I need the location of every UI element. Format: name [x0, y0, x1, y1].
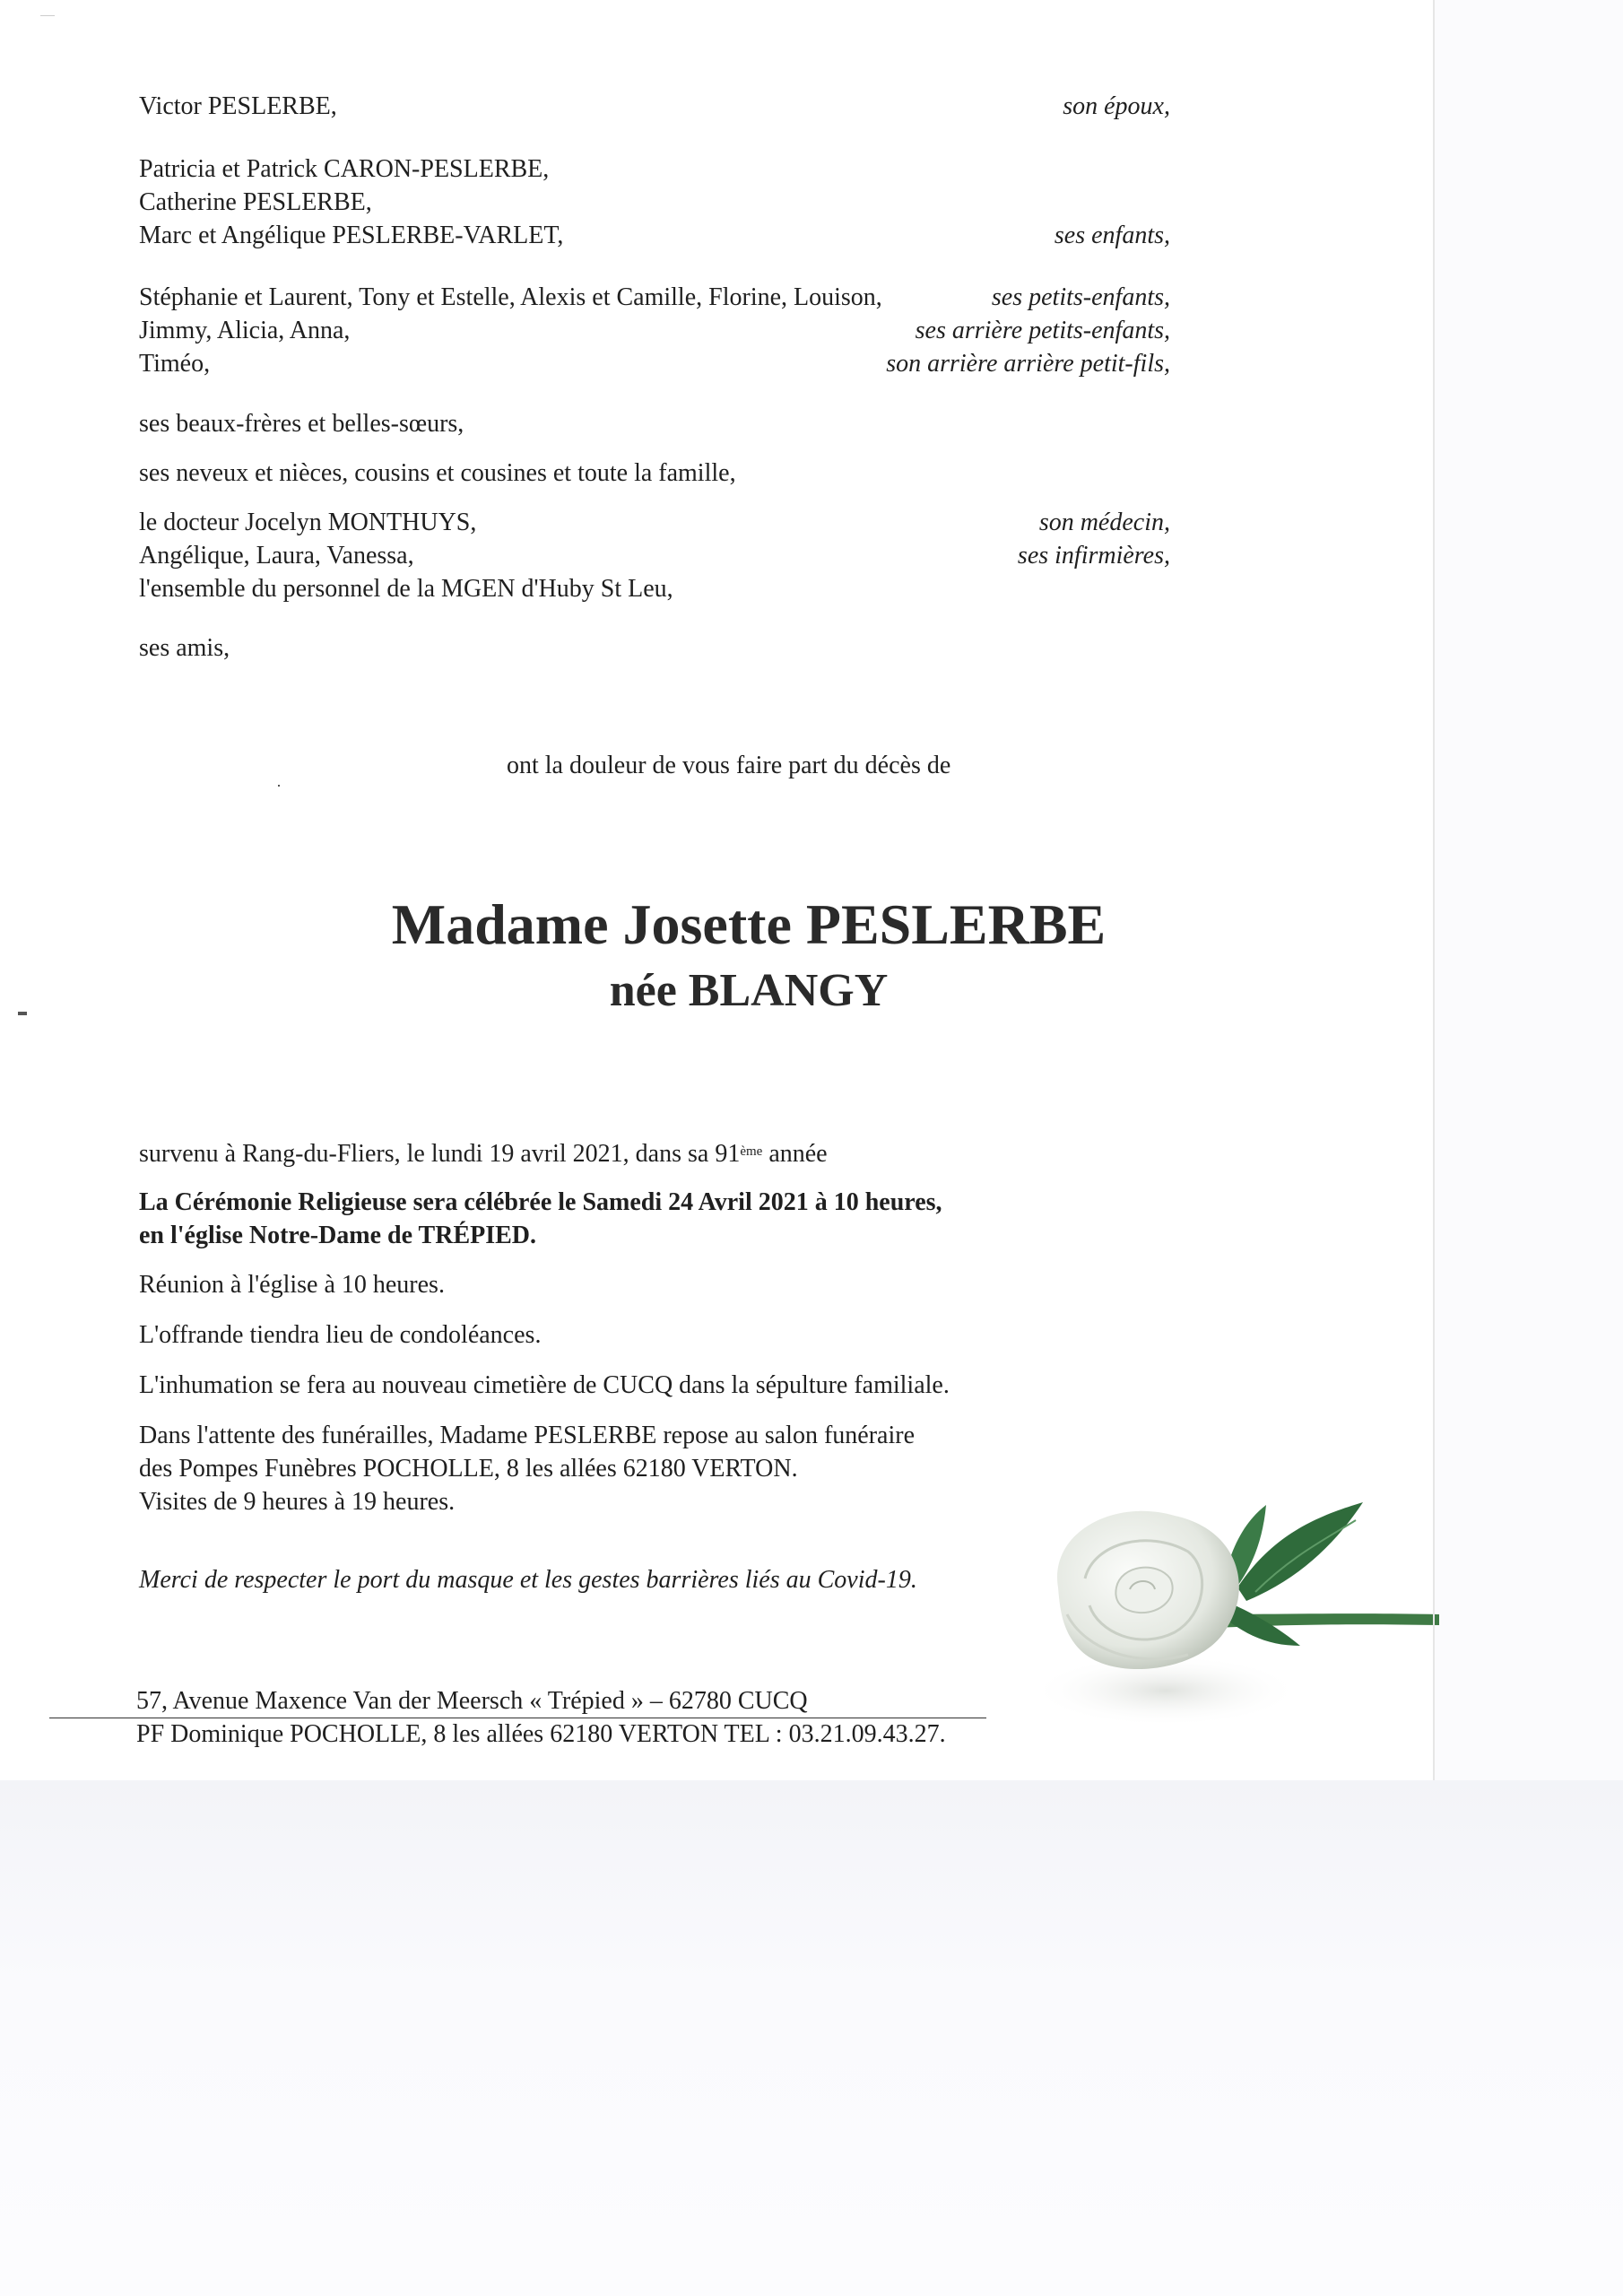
great-grandchildren-role: ses arrière petits-enfants,: [915, 317, 1170, 344]
grandchildren-role: ses petits-enfants,: [991, 283, 1170, 311]
child-name: Patricia et Patrick CARON-PESLERBE,: [139, 155, 550, 183]
white-rose-image: [1031, 1480, 1439, 1749]
scan-speck: [18, 1012, 27, 1015]
spouse-role: son époux,: [1063, 92, 1170, 120]
nurses-names: Angélique, Laura, Vanessa,: [139, 542, 414, 570]
children-role: ses enfants,: [1054, 222, 1170, 249]
rest-line: Dans l'attente des funérailles, Madame PESLERBE repose au salon funéraire: [139, 1422, 915, 1449]
covid-notice: Merci de respecter le port du masque et les gestes barrières liés au Covid-19.: [139, 1566, 917, 1594]
ceremony-location: en l'église Notre-Dame de TRÉPIED.: [139, 1222, 537, 1249]
ordinal-suffix: ème: [740, 1144, 763, 1159]
scan-speck: [278, 785, 280, 787]
nurses-role: ses infirmières,: [1017, 542, 1170, 570]
doctor-role: son médecin,: [1038, 509, 1170, 536]
doctor-name: le docteur Jocelyn MONTHUYS,: [139, 509, 477, 536]
in-laws-line: ses beaux-frères et belles-sœurs,: [139, 410, 464, 438]
scanner-background: [0, 1780, 1623, 2296]
ceremony-line: La Cérémonie Religieuse sera célébrée le Samedi 24 Avril 2021 à 10 heures,: [139, 1188, 942, 1216]
page-edge: [1433, 0, 1435, 1780]
child-name: Catherine PESLERBE,: [139, 188, 372, 216]
great-great-grandchild-role: son arrière arrière petit-fils,: [886, 350, 1170, 378]
meeting-line: Réunion à l'église à 10 heures.: [139, 1271, 445, 1299]
staff-line: l'ensemble du personnel de la MGEN d'Huby St Leu,: [139, 575, 673, 603]
deceased-name: Madame Josette PESLERBE: [391, 892, 1107, 956]
rest-address-line: des Pompes Funèbres POCHOLLE, 8 les allées 62180 VERTON.: [139, 1455, 798, 1483]
burial-line: L'inhumation se fera au nouveau cimetière de CUCQ dans la sépulture familiale.: [139, 1371, 950, 1399]
footer-funeral-home: PF Dominique POCHOLLE, 8 les allées 62180 VERTON TEL : 03.21.09.43.27.: [136, 1720, 946, 1748]
scan-speck: [40, 15, 55, 16]
footer-address: 57, Avenue Maxence Van der Meersch « Trépied » – 62780 CUCQ: [136, 1687, 808, 1715]
child-name: Marc et Angélique PESLERBE-VARLET,: [139, 222, 564, 249]
spouse-name: Victor PESLERBE,: [139, 92, 337, 120]
relatives-line: ses neveux et nièces, cousins et cousines et toute la famille,: [139, 459, 736, 487]
death-line-text: survenu à Rang-du-Fliers, le lundi 19 avril 2021, dans sa 91: [139, 1140, 741, 1168]
great-grandchildren-names: Jimmy, Alicia, Anna,: [139, 317, 351, 344]
announcement-line: ont la douleur de vous faire part du décès de: [507, 752, 951, 779]
friends-line: ses amis,: [139, 634, 230, 662]
grandchildren-names: Stéphanie et Laurent, Tony et Estelle, Alexis et Camille, Florine, Louison,: [139, 283, 882, 311]
deceased-birth-name: née BLANGY: [609, 965, 889, 1016]
death-line-end: année: [762, 1140, 828, 1168]
great-great-grandchild-name: Timéo,: [139, 350, 211, 378]
offering-line: L'offrande tiendra lieu de condoléances.: [139, 1321, 542, 1349]
death-line: [139, 1137, 828, 1170]
visiting-hours-line: Visites de 9 heures à 19 heures.: [139, 1488, 456, 1516]
